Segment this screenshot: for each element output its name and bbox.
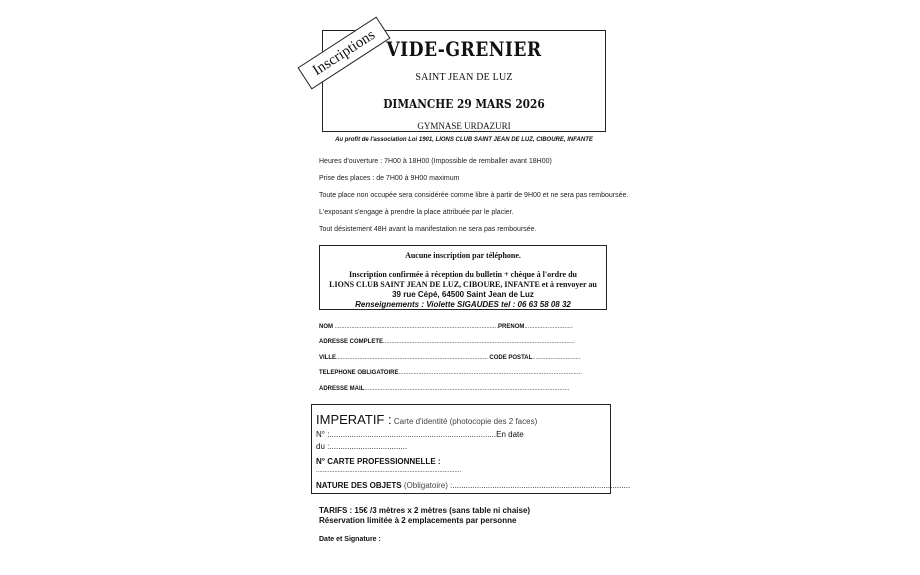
nom-label: NOM [319, 324, 333, 330]
notice-confirmation: Inscription confirmée à réception du bulletin + chèque à l'ordre du [349, 270, 577, 279]
reservation-limit: Réservation limitée à 2 emplacements par personne [319, 516, 517, 525]
id-number-field[interactable]: N° :...........................................................................En date [316, 430, 524, 439]
profit-note: Au profit de l'association Loi 1901, LIONS CLUB SAINT JEAN DE LUZ, CIBOURE, INFANTE [335, 137, 593, 143]
imperatif-line [316, 412, 537, 427]
info-hours: Heures d'ouverture : 7H00 à 18H00 (Impossible de remballer avant 18H00) [319, 158, 552, 165]
inscriptions-stamp: Inscriptions [298, 16, 391, 89]
ville-label: VILLE [319, 355, 337, 361]
mail-label: ADRESSE MAIL [319, 386, 365, 392]
carte-pro-label: N° CARTE PROFESSIONNELLE : [316, 457, 441, 466]
id-date-field[interactable]: du :................................... [316, 442, 408, 451]
notice-club: LIONS CLUB SAINT JEAN DE LUZ, CIBOURE, INFANTE et à renvoyer au [329, 280, 597, 289]
notice-contact: Renseignements : Violette SIGAUDES tel : 06 63 58 08 32 [355, 300, 571, 309]
telephone-label: TELEPHONE OBLIGATOIRE [319, 370, 399, 376]
event-date: DIMANCHE 29 MARS 2026 [383, 97, 545, 111]
adresse-label: ADRESSE COMPLETE [319, 339, 384, 345]
notice-no-phone: Aucune inscription par téléphone. [405, 251, 521, 260]
notice-box [319, 245, 607, 310]
field-ville[interactable]: VILLE........................................................................................... CODE POSTAL............................. [319, 355, 581, 361]
nature-field[interactable]: NATURE DES OBJETS (Obligatoire) :................................................................................ [316, 481, 631, 490]
date-signature-label: Date et Signature : [319, 536, 381, 543]
info-places: Prise des places : de 7H00 à 9H00 maximum [319, 175, 460, 182]
info-unoccupied: Toute place non occupée sera considérée comme libre à partir de 9H00 et ne sera pas remboursée. [319, 192, 629, 199]
id-card-text: Carte d'identité (photocopie des 2 faces) [393, 417, 538, 426]
nature-label: NATURE DES OBJETS [316, 481, 402, 490]
notice-address: 39 rue Cépé, 64500 Saint Jean de Luz [392, 290, 534, 299]
code-postal-label: CODE POSTAL [489, 355, 533, 361]
field-nom[interactable]: NOM ..................................................................................................PRENOM............................. [319, 324, 573, 330]
event-title: VIDE-GRENIER [386, 37, 542, 61]
field-adresse[interactable]: ADRESSE COMPLETE................................................................................................................... [319, 339, 575, 345]
tarifs-line: TARIFS : 15€ /3 mètres x 2 mètres (sans table ni chaise) [319, 506, 531, 515]
info-placement: L'exposant s'engage à prendre la place attribuée par le placier. [319, 209, 514, 216]
field-mail[interactable]: ADRESSE MAIL........................................................................................................................... [319, 386, 570, 392]
carte-pro-field[interactable]: ....................................................................................... [316, 468, 462, 474]
event-city: SAINT JEAN DE LUZ [415, 72, 513, 83]
prenom-label: PRENOM [498, 324, 525, 330]
field-telephone[interactable]: TELEPHONE OBLIGATOIRE.............................................................................................................. [319, 370, 582, 376]
imperatif-title: IMPERATIF : [316, 412, 392, 427]
event-venue: GYMNASE URDAZURI [417, 121, 511, 131]
info-withdrawal: Tout désistement 48H avant la manifestation ne sera pas remboursée. [319, 226, 537, 233]
